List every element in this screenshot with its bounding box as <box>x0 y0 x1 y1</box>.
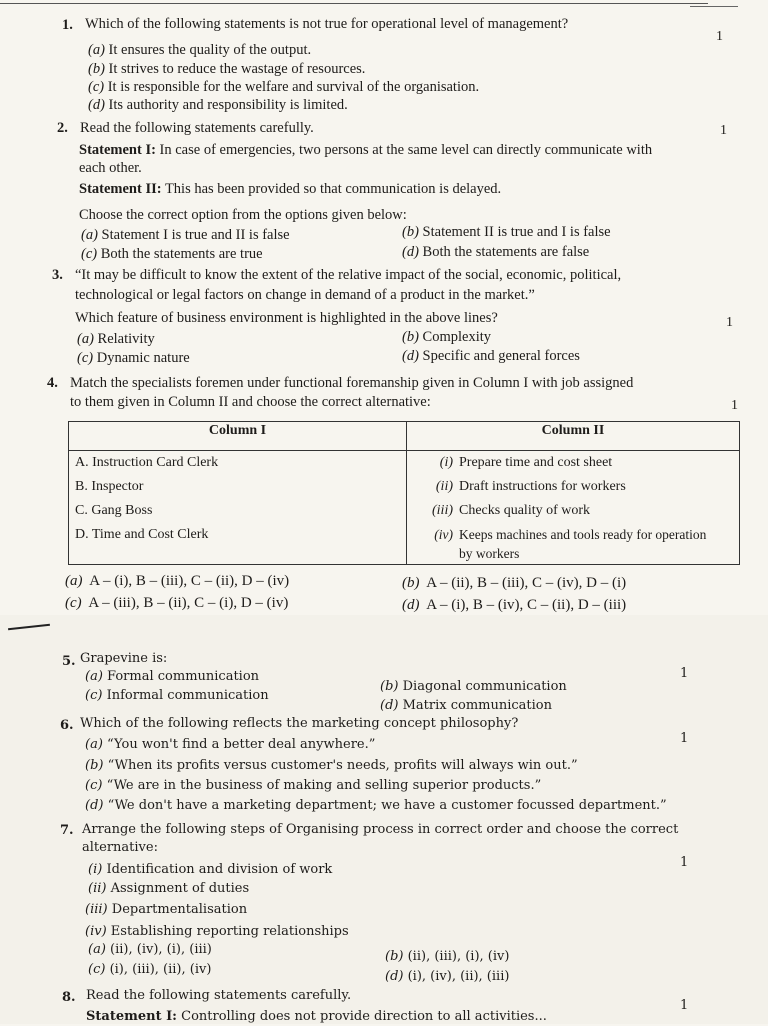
option-b: (b) (ii), (iii), (i), (iv) <box>385 949 510 964</box>
marks: 1 <box>680 731 689 746</box>
option-a: (a) (ii), (iv), (i), (iii) <box>88 942 212 957</box>
option-c: (c) Informal communication <box>85 688 269 703</box>
column-1-header: Column I <box>69 422 407 451</box>
option-a: (a) Statement I is true and II is false <box>81 227 290 243</box>
question-number: 1. <box>62 17 73 33</box>
question-text-line-2: alternative: <box>82 840 158 855</box>
question-text: Grapevine is: <box>80 651 168 666</box>
column-2-cell: (iv) Keeps machines and tools ready for operation by workers <box>407 523 740 565</box>
question-text: Which of the following reflects the marketing concept philosophy? <box>80 716 519 731</box>
option-c: (c) (i), (iii), (ii), (iv) <box>88 962 212 977</box>
question-text-line-1: “It may be difficult to know the extent of the relative impact of the social, economic, political, <box>75 267 622 283</box>
option-b: (b) Statement II is true and I is false <box>402 224 611 240</box>
row-4-continued: by workers <box>459 546 520 561</box>
option-d: (d) Both the statements are false <box>402 244 590 260</box>
column-1-cell: D. Time and Cost Clerk <box>69 523 407 565</box>
marks: 1 <box>680 998 689 1013</box>
step-ii: (ii) Assignment of duties <box>88 881 250 896</box>
column-2-cell: (i) Prepare time and cost sheet <box>407 451 740 476</box>
question-text: Which of the following statements is not true for operational level of management? <box>85 16 569 32</box>
table-row <box>69 451 740 476</box>
option-d: (d) Matrix communication <box>380 698 553 713</box>
question-number: 7. <box>60 823 74 838</box>
table-row <box>69 499 740 523</box>
option-c: (c) A – (iii), B – (ii), C – (i), D – (iv) <box>65 595 289 611</box>
question-text-line-3: Which feature of business environment is highlighted in the above lines? <box>75 310 498 326</box>
table-row <box>69 475 740 499</box>
question-number: 6. <box>60 718 74 733</box>
option-c: (c) Dynamic nature <box>77 350 190 366</box>
question-text-line-2: to them given in Column II and choose the correct alternative: <box>70 394 431 410</box>
question-text: Read the following statements carefully. <box>80 120 314 136</box>
question-prompt: Choose the correct option from the options given below: <box>79 207 407 223</box>
option-a: (a) A – (i), B – (iii), C – (ii), D – (iv) <box>65 573 290 589</box>
marks: 1 <box>720 123 727 138</box>
option-b: (b) It strives to reduce the wastage of resources. <box>88 61 366 77</box>
table-header-row <box>69 422 740 451</box>
column-2-cell: (ii) Draft instructions for workers <box>407 475 740 499</box>
table-row <box>69 523 740 565</box>
column-2-header: Column II <box>407 422 740 451</box>
question-number: 4. <box>47 375 58 391</box>
statement-1: Statement I: Controlling does not provide direction to all activities... <box>86 1009 547 1024</box>
option-a: (a) Relativity <box>77 331 155 347</box>
marks: 1 <box>726 315 733 330</box>
question-number: 5. <box>62 654 76 669</box>
statement-2: Statement II: This has been provided so that communication is delayed. <box>79 181 502 197</box>
top-rule-secondary <box>690 6 738 7</box>
option-a: (a) Formal communication <box>85 669 260 684</box>
option-a: (a) “You won't find a better deal anywhere.” <box>85 737 376 752</box>
match-table <box>68 421 740 565</box>
step-iv: (iv) Establishing reporting relationships <box>85 924 349 939</box>
statement-1: Statement I: In case of emergencies, two persons at the same level can directly communicate with <box>79 142 653 158</box>
question-number: 3. <box>52 267 63 283</box>
statement-1-continued: each other. <box>79 160 142 176</box>
step-i: (i) Identification and division of work <box>88 862 333 877</box>
marks: 1 <box>716 29 723 44</box>
option-d: (d) “We don't have a marketing department; we have a customer focussed department.” <box>85 798 667 813</box>
option-b: (b) “When its profits versus customer's needs, profits will always win out.” <box>85 758 578 773</box>
question-number: 8. <box>62 990 76 1005</box>
option-b: (b) A – (ii), B – (iii), C – (iv), D – (i) <box>402 575 627 591</box>
question-text-line-1: Match the specialists foremen under functional foremanship given in Column I with job assigned <box>70 375 634 391</box>
option-c: (c) “We are in the business of making and selling superior products.” <box>85 778 542 793</box>
marks: 1 <box>680 855 689 870</box>
marks: 1 <box>731 398 738 413</box>
marks: 1 <box>680 666 689 681</box>
option-c: (c) Both the statements are true <box>81 246 263 262</box>
option-b: (b) Complexity <box>402 329 492 345</box>
option-a: (a) It ensures the quality of the output. <box>88 42 312 58</box>
column-2-cell: (iii) Checks quality of work <box>407 499 740 523</box>
question-text: Read the following statements carefully. <box>86 988 352 1003</box>
option-d: (d) Its authority and responsibility is limited. <box>88 97 348 113</box>
step-iii: (iii) Departmentalisation <box>85 902 248 917</box>
question-text-line-2: technological or legal factors on change in demand of a product in the market.” <box>75 287 535 303</box>
option-d: (d) A – (i), B – (iv), C – (ii), D – (iii) <box>402 597 627 613</box>
option-d: (d) Specific and general forces <box>402 348 580 364</box>
question-number: 2. <box>57 120 68 136</box>
column-1-cell: B. Inspector <box>69 475 407 499</box>
column-1-cell: A. Instruction Card Clerk <box>69 451 407 476</box>
option-c: (c) It is responsible for the welfare and survival of the organisation. <box>88 79 480 95</box>
column-1-cell: C. Gang Boss <box>69 499 407 523</box>
question-text-line-1: Arrange the following steps of Organising process in correct order and choose the correct <box>82 822 679 837</box>
option-d: (d) (i), (iv), (ii), (iii) <box>385 969 510 984</box>
top-rule <box>0 3 708 4</box>
option-b: (b) Diagonal communication <box>380 679 567 694</box>
